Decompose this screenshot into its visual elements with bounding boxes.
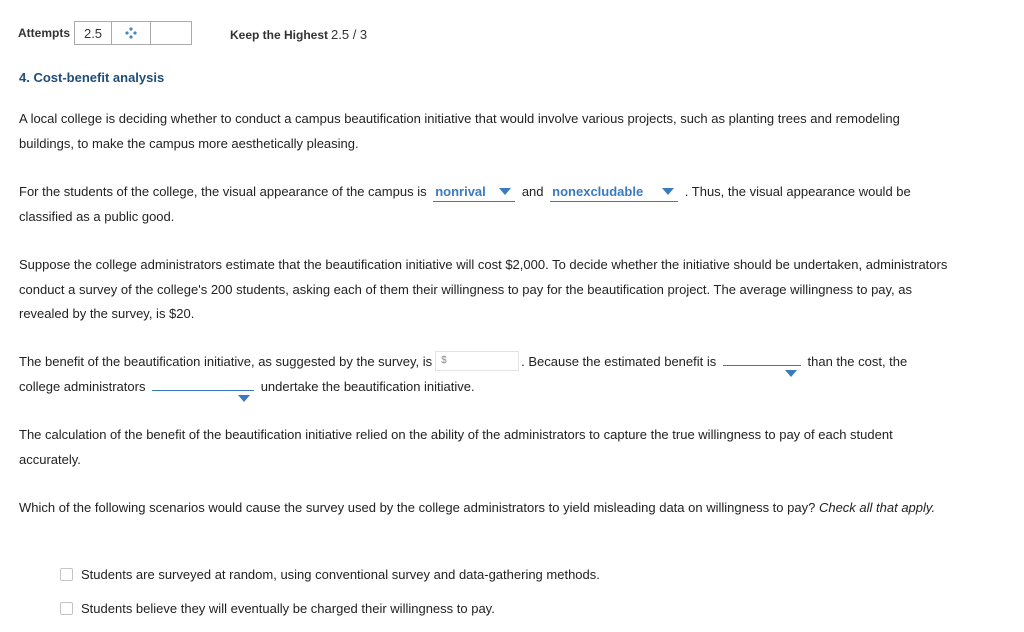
attempts-info-button[interactable] — [111, 21, 151, 45]
caret-down-icon — [238, 395, 250, 402]
checkbox[interactable] — [60, 568, 73, 581]
excludability-selected: nonexcludable — [552, 184, 644, 199]
caret-down-icon — [662, 188, 674, 195]
benefit-text-1: The benefit of the beautification initiative, as suggested by the survey, is — [19, 354, 433, 369]
attempts-label: Attempts — [18, 26, 71, 40]
score: 2.5 / 3 — [331, 27, 368, 42]
public-good-paragraph — [19, 180, 949, 229]
option-label: Students are surveyed at random, using conventional survey and data-gathering methods. — [81, 567, 600, 582]
keep-highest-label — [230, 27, 367, 42]
intro-paragraph: A local college is deciding whether to conduct a campus beautification initiative that would involve various projects, such as planting trees and remodeling buildings, to make the campus more aesthetically pleasing. — [19, 111, 900, 151]
benefit-text-3: than the cost, the college administrators — [19, 354, 908, 394]
decision-dropdown[interactable] — [152, 390, 254, 391]
public-good-text-mid: and — [521, 184, 544, 199]
excludability-dropdown[interactable] — [550, 183, 678, 202]
benefit-text-2: . Because the estimated benefit is — [521, 354, 717, 369]
public-good-text-after: . Thus, the visual appearance would be classified as a public good. — [19, 184, 911, 224]
scenario-instruction: Check all that apply. — [818, 500, 936, 515]
rivalry-dropdown[interactable] — [433, 183, 515, 202]
dollar-sign: $ — [441, 354, 447, 366]
option-row[interactable] — [60, 567, 600, 582]
keep-highest-text: Keep the Highest — [230, 28, 329, 42]
public-good-text-before: For the students of the college, the visual appearance of the campus is — [19, 184, 427, 199]
rivalry-selected: nonrival — [435, 184, 486, 199]
scenario-question-text: Which of the following scenarios would cause the survey used by the college administrators to yield misleading data on willingness to pay? — [19, 500, 816, 515]
attempts-value: 2.5 — [83, 25, 103, 41]
calculation-paragraph: The calculation of the benefit of the beautification initiative relied on the ability of the administrators to capture the true willingness to pay of each student accurately. — [19, 427, 893, 467]
scenario-question — [19, 496, 949, 521]
checkbox[interactable] — [60, 602, 73, 615]
benefit-input[interactable] — [435, 351, 519, 371]
benefit-paragraph — [19, 350, 949, 399]
survey-paragraph: Suppose the college administrators estimate that the beautification initiative will cost $2,000. To decide whether the initiative should be undertaken, administrators conduct a survey of the college's 200 students, asking each of them their willingness to pay for the beautification project. The average willingness to pay, as revealed by the survey, is $20. — [19, 257, 948, 321]
attempts-bar — [18, 20, 192, 46]
question-title: 4. Cost-benefit analysis — [19, 70, 165, 85]
option-label: Students believe they will eventually be charged their willingness to pay. — [81, 601, 495, 616]
attempts-empty-cell — [151, 21, 191, 45]
caret-down-icon — [499, 188, 511, 195]
caret-down-icon — [785, 370, 797, 377]
attempts-box — [74, 21, 192, 45]
diamond-dots-icon — [125, 27, 137, 39]
comparison-dropdown[interactable] — [723, 365, 801, 366]
option-row[interactable] — [60, 601, 495, 616]
benefit-text-4: undertake the beautification initiative. — [260, 378, 475, 394]
